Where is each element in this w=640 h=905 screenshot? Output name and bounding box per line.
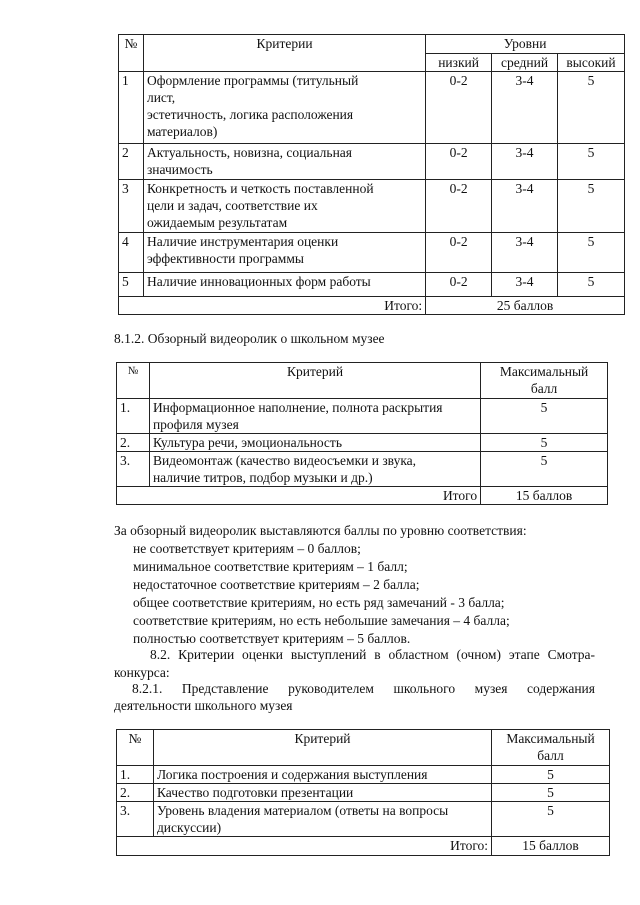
row-number: 5: [119, 273, 144, 297]
criteria-table-program: [118, 34, 625, 315]
row-low: 0-2: [426, 180, 492, 233]
row-criterion: Наличие инновационных форм работы: [143, 273, 425, 297]
table-row: [119, 273, 625, 297]
row-number: 3.: [117, 802, 154, 837]
section-heading-8-2-cont: конкурса:: [114, 665, 170, 680]
total-value: 15 баллов: [492, 837, 610, 856]
table-row: [119, 144, 625, 180]
table-row: [119, 72, 625, 144]
table-row: [117, 766, 610, 784]
col-header-max: Максимальный балл: [481, 363, 608, 399]
row-max: 5: [481, 399, 608, 434]
section-heading-8-2-1: 8.2.1. Представление руководителем школьного музея содержания: [132, 681, 595, 696]
table-row: [119, 180, 625, 233]
row-mid: 3-4: [492, 72, 558, 144]
table-row: [117, 784, 610, 802]
row-number: 3: [119, 180, 144, 233]
row-low: 0-2: [426, 233, 492, 273]
row-max: 5: [492, 766, 610, 784]
row-mid: 3-4: [492, 233, 558, 273]
col-header-criteria: Критерии: [143, 35, 425, 72]
row-number: 2.: [117, 784, 154, 802]
row-number: 2.: [117, 434, 150, 452]
col-header-number: №: [117, 730, 154, 766]
row-criterion: Конкретность и четкость поставленной цели и задач, соответствие их ожидаемым результатам: [143, 180, 425, 233]
row-mid: 3-4: [492, 180, 558, 233]
total-value: 15 баллов: [481, 487, 608, 505]
col-header-high: высокий: [558, 54, 625, 72]
scoring-item: не соответствует критериям – 0 баллов;: [133, 541, 361, 556]
table-row: [117, 434, 608, 452]
row-low: 0-2: [426, 144, 492, 180]
total-row: [117, 487, 608, 505]
col-header-criteria: Критерий: [149, 363, 480, 399]
row-low: 0-2: [426, 72, 492, 144]
scoring-item: полностью соответствует критериям – 5 баллов.: [133, 631, 411, 646]
scoring-intro: За обзорный видеоролик выставляются баллы по уровню соответствия:: [114, 523, 527, 538]
row-max: 5: [492, 802, 610, 837]
row-high: 5: [558, 273, 625, 297]
row-high: 5: [558, 144, 625, 180]
section-heading-8-2-1-cont: деятельности школьного музея: [114, 698, 293, 713]
col-header-low: низкий: [426, 54, 492, 72]
col-header-levels: Уровни: [426, 35, 625, 54]
total-label: Итого: [117, 487, 481, 505]
row-high: 5: [558, 233, 625, 273]
criteria-table-presentation: [116, 729, 610, 856]
col-header-mid: средний: [492, 54, 558, 72]
table-row: [117, 452, 608, 487]
row-max: 5: [481, 434, 608, 452]
row-low: 0-2: [426, 273, 492, 297]
scoring-item: недостаточное соответствие критериям – 2 балла;: [133, 577, 420, 592]
row-number: 1.: [117, 399, 150, 434]
col-header-number: №: [117, 363, 150, 399]
table-row: [119, 233, 625, 273]
row-criterion: Логика построения и содержания выступления: [153, 766, 491, 784]
total-row: [119, 297, 625, 315]
row-criterion: Качество подготовки презентации: [153, 784, 491, 802]
row-number: 2: [119, 144, 144, 180]
row-criterion: Уровень владения материалом (ответы на вопросы дискуссии): [153, 802, 491, 837]
total-label: Итого:: [119, 297, 426, 315]
scoring-item: минимальное соответствие критериям – 1 балл;: [133, 559, 408, 574]
row-mid: 3-4: [492, 273, 558, 297]
row-max: 5: [492, 784, 610, 802]
row-criterion: Оформление программы (титульный лист, эстетичность, логика расположения материалов): [143, 72, 425, 144]
total-row: [117, 837, 610, 856]
col-header-number: №: [119, 35, 144, 72]
row-criterion: Культура речи, эмоциональность: [149, 434, 480, 452]
row-mid: 3-4: [492, 144, 558, 180]
row-criterion: Видеомонтаж (качество видеосъемки и звука, наличие титров, подбор музыки и др.): [149, 452, 480, 487]
row-criterion: Актуальность, новизна, социальная значимость: [143, 144, 425, 180]
row-criterion: Информационное наполнение, полнота раскрытия профиля музея: [149, 399, 480, 434]
scoring-item: соответствие критериям, но есть небольшие замечания – 4 балла;: [133, 613, 510, 628]
col-header-criteria: Критерий: [153, 730, 491, 766]
row-max: 5: [481, 452, 608, 487]
total-label: Итого:: [117, 837, 492, 856]
row-criterion: Наличие инструментария оценки эффективности программы: [143, 233, 425, 273]
table-row: [117, 399, 608, 434]
row-number: 1: [119, 72, 144, 144]
section-heading-8-2: 8.2. Критерии оценки выступлений в областном (очном) этапе Смотра-: [150, 647, 595, 662]
row-number: 4: [119, 233, 144, 273]
total-value: 25 баллов: [426, 297, 625, 315]
col-header-max: Максимальный балл: [492, 730, 610, 766]
row-high: 5: [558, 180, 625, 233]
row-high: 5: [558, 72, 625, 144]
scoring-item: общее соответствие критериям, но есть ряд замечаний - 3 балла;: [133, 595, 505, 610]
row-number: 1.: [117, 766, 154, 784]
criteria-table-video: [116, 362, 608, 505]
row-number: 3.: [117, 452, 150, 487]
section-heading-8-1-2: 8.1.2. Обзорный видеоролик о школьном музее: [114, 331, 385, 346]
table-row: [117, 802, 610, 837]
